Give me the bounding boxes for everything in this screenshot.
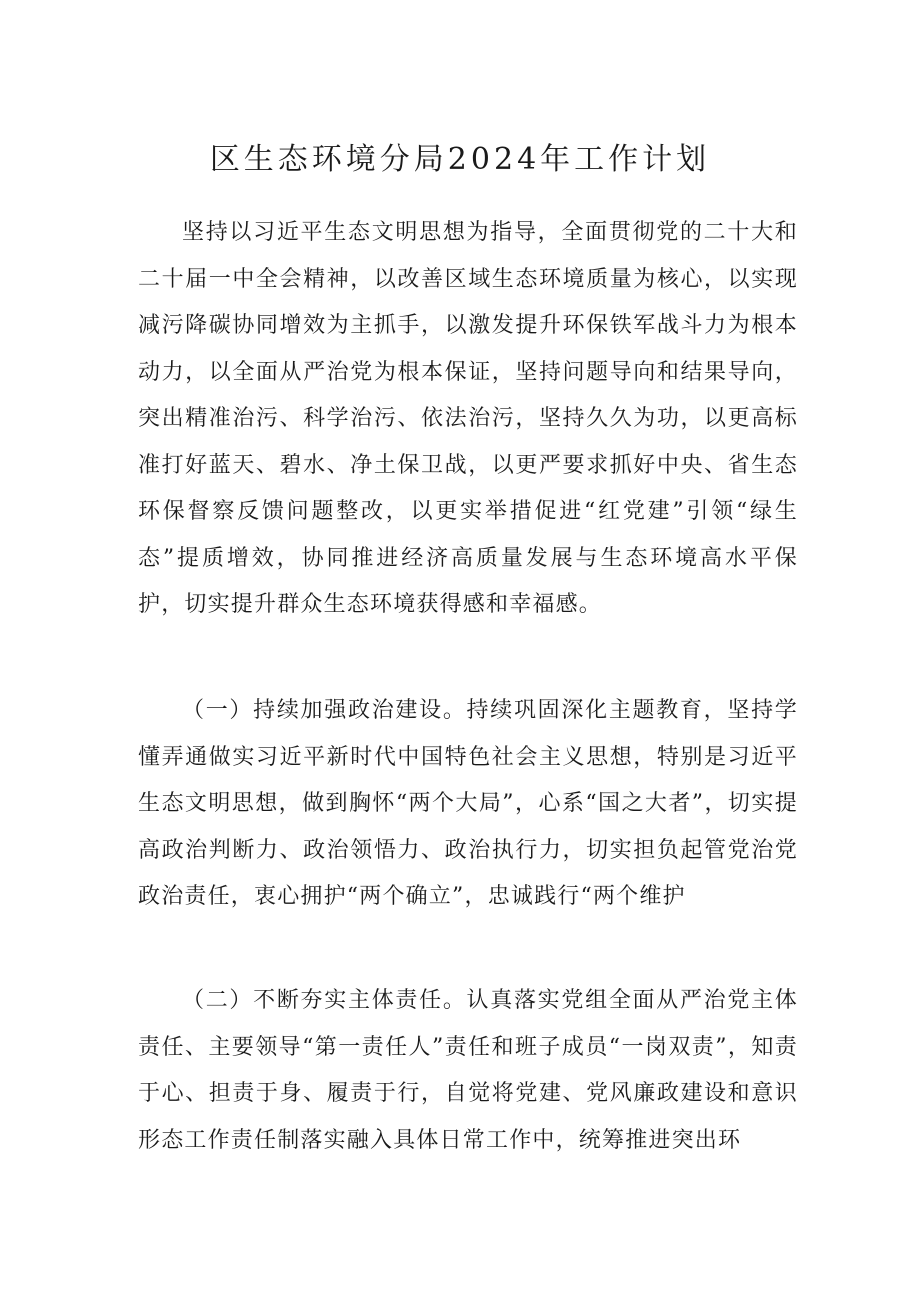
document-title: 区生态环境分局2024年工作计划	[209, 142, 711, 177]
paragraph-main-responsibility: （二）不断夯实主体责任。认真落实党组全面从严治党主体责任、主要领导“第一责任人”责任和班子成员“一岗双责”，知责于心、担责于身、履责于行，自觉将党建、党风廉政建设和意识形态工作责任制落实融入具体日常工作中，统筹推进突出环	[138, 988, 798, 1153]
paragraph-political-building: （一）持续加强政治建设。持续巩固深化主题教育，坚持学懂弄通做实习近平新时代中国特色社会主义思想，特别是习近平生态文明思想，做到胸怀“两个大局”，心系“国之大者”，切实提高政治判断力、政治领悟力、政治执行力，切实担负起管党治党政治责任，衷心拥护“两个确立”，忠诚践行“两个维护	[138, 698, 798, 909]
paragraph-intro: 坚持以习近平生态文明思想为指导，全面贯彻党的二十大和二十届一中全会精神，以改善区域生态环境质量为核心，以实现减污降碳协同增效为主抓手，以激发提升环保铁军战斗力为根本动力，以全面从严治党为根本保证，坚持问题导向和结果导向，突出精准治污、科学治污、依法治污，坚持久久为功，以更高标准打好蓝天、碧水、净土保卫战，以更严要求抓好中央、省生态环保督察反馈问题整改，以更实举措促进“红党建”引领“绿生态”提质增效，协同推进经济高质量发展与生态环境高水平保护，切实提升群众生态环境获得感和幸福感。	[138, 220, 798, 617]
